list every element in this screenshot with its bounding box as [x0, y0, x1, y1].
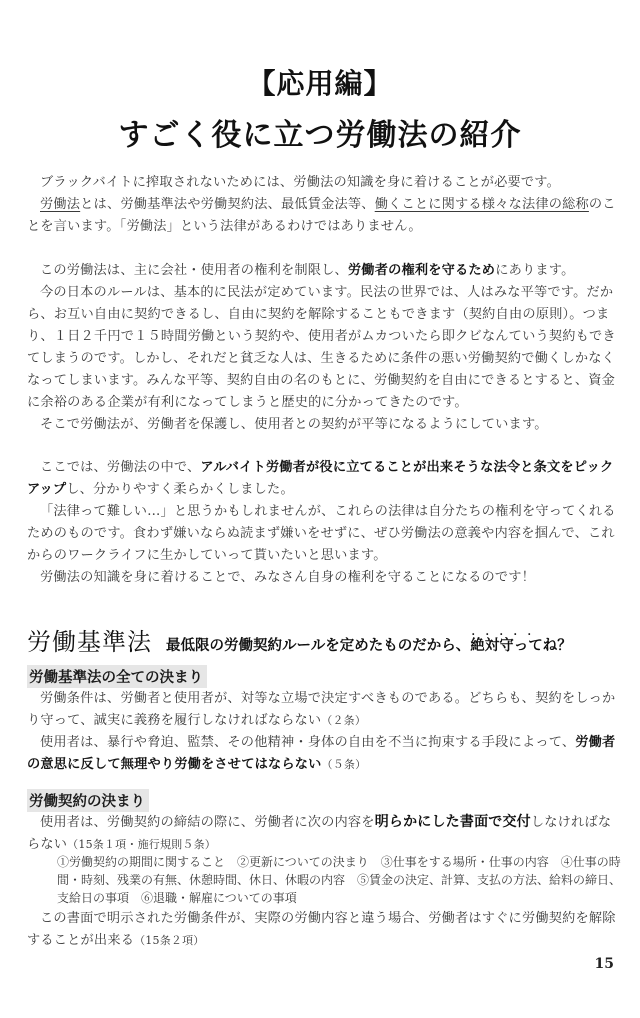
subheading-all-rules: 労働基準法の全ての決まり: [27, 665, 207, 688]
section-subtitle: 最低限の労働契約ルールを定めたものだから、・・・・・ 絶対守ってね？: [166, 638, 572, 654]
bold-phrase: 労働者の権利を守るため: [347, 263, 496, 278]
purpose-block: [27, 260, 617, 436]
rule-paragraph-1: 労働条件は、労働者と使用者が、対等な立場で決定すべきものである。どちらも、契約をしっかり守って、誠実に義務を履行しなければならない（２条）: [27, 691, 616, 728]
page-number: 15: [594, 956, 614, 972]
purpose-paragraph-2: 今の日本のルールは、基本的に民法が定めています。民法の世界では、人はみな平等です。だから、お互い自由に契約できるし、自由に契約を解除することもできます（契約自由の原則）。つまり、１日２千円で１５時間労働という契約や、使用者がムカついたら即クビなんていう契約もできてしまうのです。しかし、それだと貧乏な人は、生きるために条件の悪い労働契約で働くしかなくなってしまいます。みんな平等、契約自由の名のもとに、労働契約を自由にできるとすると、資金に余裕のある企業が有利になってしまうと歴史的に分かってきたのです。: [27, 285, 616, 410]
purpose-paragraph-3: そこで労働法が、労働者を保護し、使用者との契約が平等になるようにしています。: [40, 417, 548, 432]
article-ref: （15条１項・施行規則５条）: [67, 838, 216, 851]
article-ref: （２条）: [321, 714, 367, 727]
subheading-contract-rules: 労働契約の決まり: [27, 789, 149, 812]
contract-rules-block-2: [27, 908, 617, 952]
page-title: すごく役に立つ労働法の紹介: [118, 118, 522, 153]
section-heading-labor-standards-act: [27, 622, 627, 657]
rule-paragraph-2: 使用者は、暴行や脅迫、監禁、その他精神・身体の自由を不当に拘束する手段によって、労働者の意思に反して無理やり労働をさせてはならない（５条）: [27, 735, 616, 772]
contract-paragraph-1: 使用者は、労働契約の締結の際に、労働者に次の内容を明らかにした書面で交付しなければならない（15条１項・施行規則５条）: [27, 814, 612, 852]
term-labor-law: 労働法: [40, 197, 81, 212]
emphasis-dotted: ・・・・・ 絶対守ってね: [470, 638, 557, 654]
underlined-definition: 働くことに関する様々な法律の総称: [374, 197, 589, 212]
intro-paragraph-1: ブラックバイトに搾取されないためには、労働法の知識を身に着けることが必要です。: [40, 175, 560, 190]
pickup-paragraph-1: ここでは、労働法の中で、アルバイト労働者が役に立てることが出来そうな法令と条文をピックアップし、分かりやすく柔らかくしました。: [27, 460, 614, 497]
intro-block: [27, 172, 617, 238]
contract-paragraph-2: この書面で明示された労働条件が、実際の労働内容と違う場合、労働者はすぐに労働契約を解除することが出来る（15条２項）: [27, 911, 616, 948]
contract-rules-block: [27, 811, 617, 856]
required-items-list: ①労働契約の期間に関すること ②更新についての決まり ③仕事をする場所・仕事の内容 ④仕事の時間・時刻、残業の有無、休憩時間、休日、休暇の内容 ⑤賃金の決定、計算、支払の方法、給料の締日、支給日の事項 ⑥退職・解雇についての事項: [57, 855, 622, 905]
pickup-block: [27, 457, 617, 589]
article-ref: （15条２項）: [134, 934, 205, 947]
section-title: 労働基準法: [27, 628, 152, 656]
bold-phrase: 労働者の意思に反して無理やり労働をさせてはならない: [27, 735, 616, 772]
purpose-paragraph-1: この労働法は、主に会社・使用者の権利を制限し、労働者の権利を守るためにあります。: [40, 263, 575, 278]
category-label: 【応用編】: [247, 67, 393, 100]
bold-phrase: アルバイト労働者が役に立てることが出来そうな法令と条文をピックアップ: [27, 460, 614, 497]
article-ref: （５条）: [321, 758, 367, 771]
intro-paragraph-2: 労働法とは、労働基準法や労働契約法、最低賃金法等、働くことに関する様々な法律の総称のことを言います。「労働法」という法律があるわけではありません。: [27, 197, 616, 234]
bold-phrase: 明らかにした書面で交付: [374, 814, 531, 830]
rules-all-block: [27, 688, 617, 776]
pickup-paragraph-3: 労働法の知識を身に着けることで、みなさん自身の権利を守ることになるのです！: [40, 570, 536, 585]
pickup-paragraph-2: 「法律って難しい…」と思うかもしれませんが、これらの法律は自分たちの権利を守ってくれるためのものです。食わず嫌いならぬ読まず嫌いをせずに、ぜひ労働法の意義や内容を掴んで、これからのワークライフに生かしていって貰いたいと思います。: [27, 504, 616, 563]
